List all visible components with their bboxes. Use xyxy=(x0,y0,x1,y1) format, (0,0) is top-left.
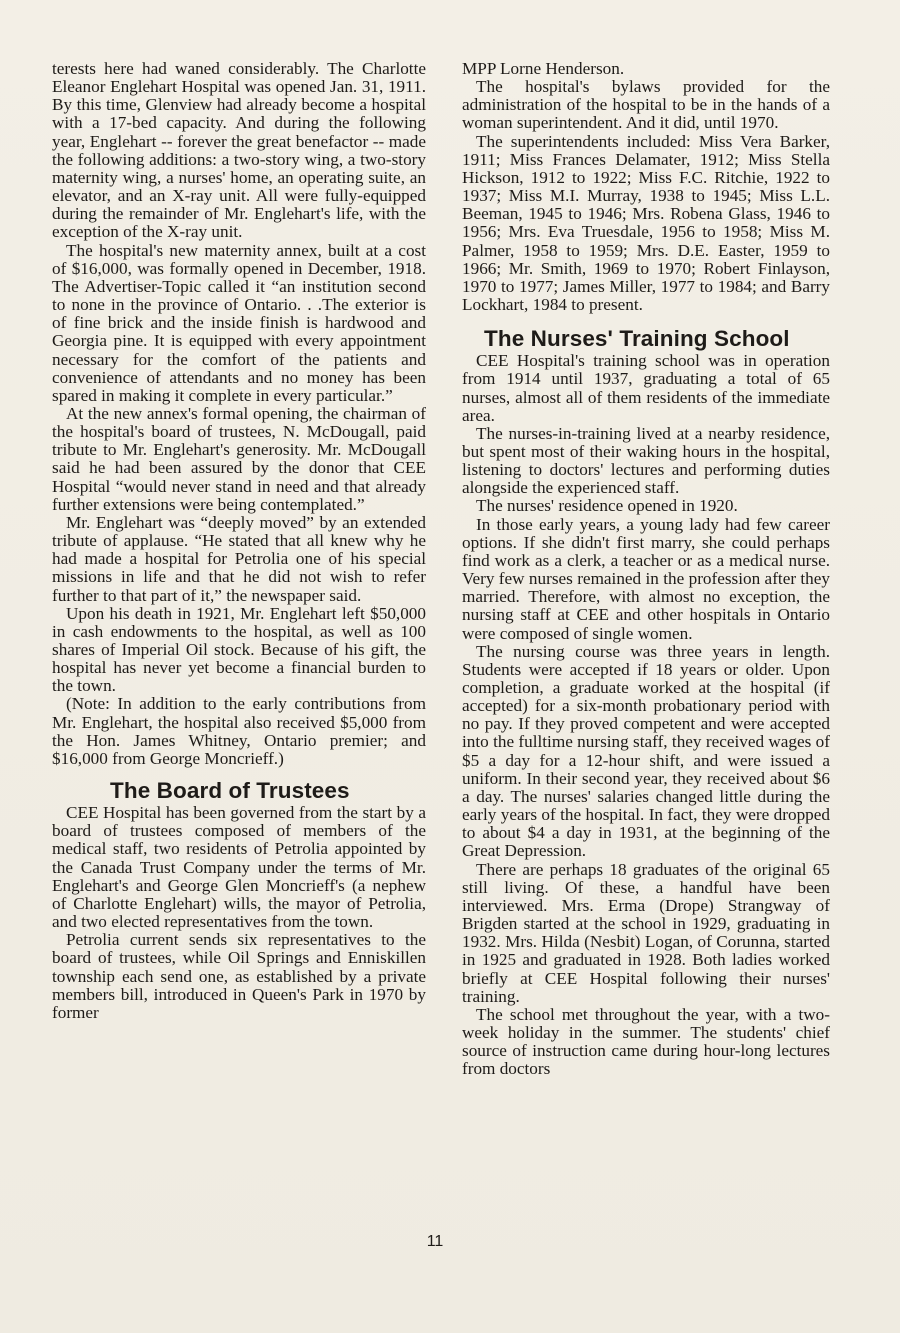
section-heading-board-of-trustees: The Board of Trustees xyxy=(110,778,350,804)
body-paragraph: The school met throughout the year, with a two-week holiday in the summer. The students' chief source of instruction came during hour-long lectures from doctors xyxy=(462,1004,830,1079)
left-column xyxy=(52,60,426,1022)
body-paragraph: The nurses-in-training lived at a nearby residence, but spent most of their waking hours in the hospital, listening to doctors' lectures and performing duties alongside the experienced staff. xyxy=(462,423,830,498)
body-paragraph: At the new annex's formal opening, the chairman of the hospital's board of trustees, N. McDougall, paid tribute to Mr. Englehart's generosity. Mr. McDougall said he had been assured by the donor that CEE Hospital “would never stand in need and that already further extensions were being contemplated.” xyxy=(52,403,426,514)
body-paragraph: The hospital's new maternity annex, built at a cost of $16,000, was formally opened in December, 1918. The Advertiser-Topic called it “an institution second to none in the province of Ontario. . .The exterior is of fine brick and the inside finish is hardwood and Georgia pine. It is equipped with every appointment necessary for the comfort of the patients and convenience of attendants and no money has been spared in making it complete in every particular.” xyxy=(52,240,426,405)
body-paragraph: There are perhaps 18 graduates of the original 65 still living. Of these, a handful have been interviewed. Mrs. Erma (Drope) Strangway of Brigden started at the school in 1929, graduating in 1932. Mrs. Hilda (Nesbit) Logan, of Corunna, started in 1925 and graduated in 1928. Both ladies worked briefly at CEE Hospital following their nurses' training. xyxy=(462,859,830,1006)
page-number: 11 xyxy=(426,1233,444,1250)
body-paragraph: Mr. Englehart was “deeply moved” by an extended tribute of applause. “He stated that all knew why he had made a hospital for Petrolia one of his special missions in life and that he did not wish to refer further to that part of it,” the newspaper said. xyxy=(52,512,426,605)
section-heading-nurses-training-school: The Nurses' Training School xyxy=(484,326,790,352)
body-paragraph: Upon his death in 1921, Mr. Englehart left $50,000 in cash endowments to the hospital, as well as 100 shares of Imperial Oil stock. Because of his gift, the hospital has never yet become a financial burden to the town. xyxy=(52,603,426,696)
body-paragraph: terests here had waned considerably. The Charlotte Eleanor Englehart Hospital was opened Jan. 31, 1911. By this time, Glenview had already become a hospital with a 17-bed capacity. And during the following year, Englehart -- forever the great benefactor -- made the following additions: a two-story wing, a two-story maternity wing, a nurses' home, an operating suite, an elevator, and an X-ray unit. All were fully-equipped during the remainder of Mr. Englehart's life, with the exception of the X-ray unit. xyxy=(52,59,426,242)
body-paragraph: Petrolia current sends six representatives to the board of trustees, while Oil Springs and Enniskillen township each send one, as established by a private members bill, introduced in Queen's Park in 1970 by former xyxy=(52,930,426,1022)
body-paragraph: CEE Hospital has been governed from the start by a board of trustees composed of members of the medical staff, two residents of Petrolia appointed by the Canada Trust Company under the terms of Mr. Englehart's and George Glen Moncrieff's (a nephew of Charlotte Englehart) wills, the mayor of Petrolia, and two elected representatives from the town. xyxy=(52,803,426,932)
body-paragraph: (Note: In addition to the early contributions from Mr. Englehart, the hospital also received $5,000 from the Hon. James Whitney, Ontario premier; and $16,000 from George Moncrieff.) xyxy=(52,694,426,768)
body-paragraph: The nursing course was three years in length. Students were accepted if 18 years or older. Upon completion, a graduate worked at the hospital (if accepted) for a six-month probationary period with no pay. If they proved competent and were accepted into the fulltime nursing staff, they received wages of $5 a day for a 12-hour shift, and were issued a uniform. In their second year, they received about $6 a day. The nurses' salaries changed little during the early years of the hospital. In fact, they were dropped to about $4 a day in 1931, at the beginning of the Great Depression. xyxy=(462,641,830,861)
body-paragraph: MPP Lorne Henderson. xyxy=(462,59,625,78)
body-paragraph: The hospital's bylaws provided for the administration of the hospital to be in the hands of a woman superintendent. And it did, until 1970. xyxy=(462,77,830,133)
body-paragraph: In those early years, a young lady had few career options. If she didn't first marry, she could perhaps find work as a clerk, a teacher or as a medical nurse. Very few nurses remained in the profession after they married. Therefore, with almost no exception, the nursing staff at CEE and other hospitals in Ontario were composed of single women. xyxy=(462,514,830,643)
body-paragraph: The nurses' residence opened in 1920. xyxy=(476,496,738,516)
body-paragraph: CEE Hospital's training school was in operation from 1914 until 1937, graduating a total of 65 nurses, almost all of them residents of the immediate area. xyxy=(462,351,830,425)
right-column xyxy=(462,60,830,1078)
body-paragraph: The superintendents included: Miss Vera Barker, 1911; Miss Frances Delamater, 1912; Miss Stella Hickson, 1912 to 1922; Miss F.C. Ritchie, 1922 to 1937; Miss M.I. Murray, 1938 to 1945; Miss L.L. Beeman, 1945 to 1946; Mrs. Robena Glass, 1946 to 1956; Mrs. Eva Truesdale, 1956 to 1958; Miss M. Palmer, 1958 to 1959; Mrs. D.E. Easter, 1959 to 1966; Mr. Smith, 1969 to 1970; Robert Finlayson, 1970 to 1977; James Miller, 1977 to 1984; and Barry Lockhart, 1984 to present. xyxy=(462,131,830,315)
